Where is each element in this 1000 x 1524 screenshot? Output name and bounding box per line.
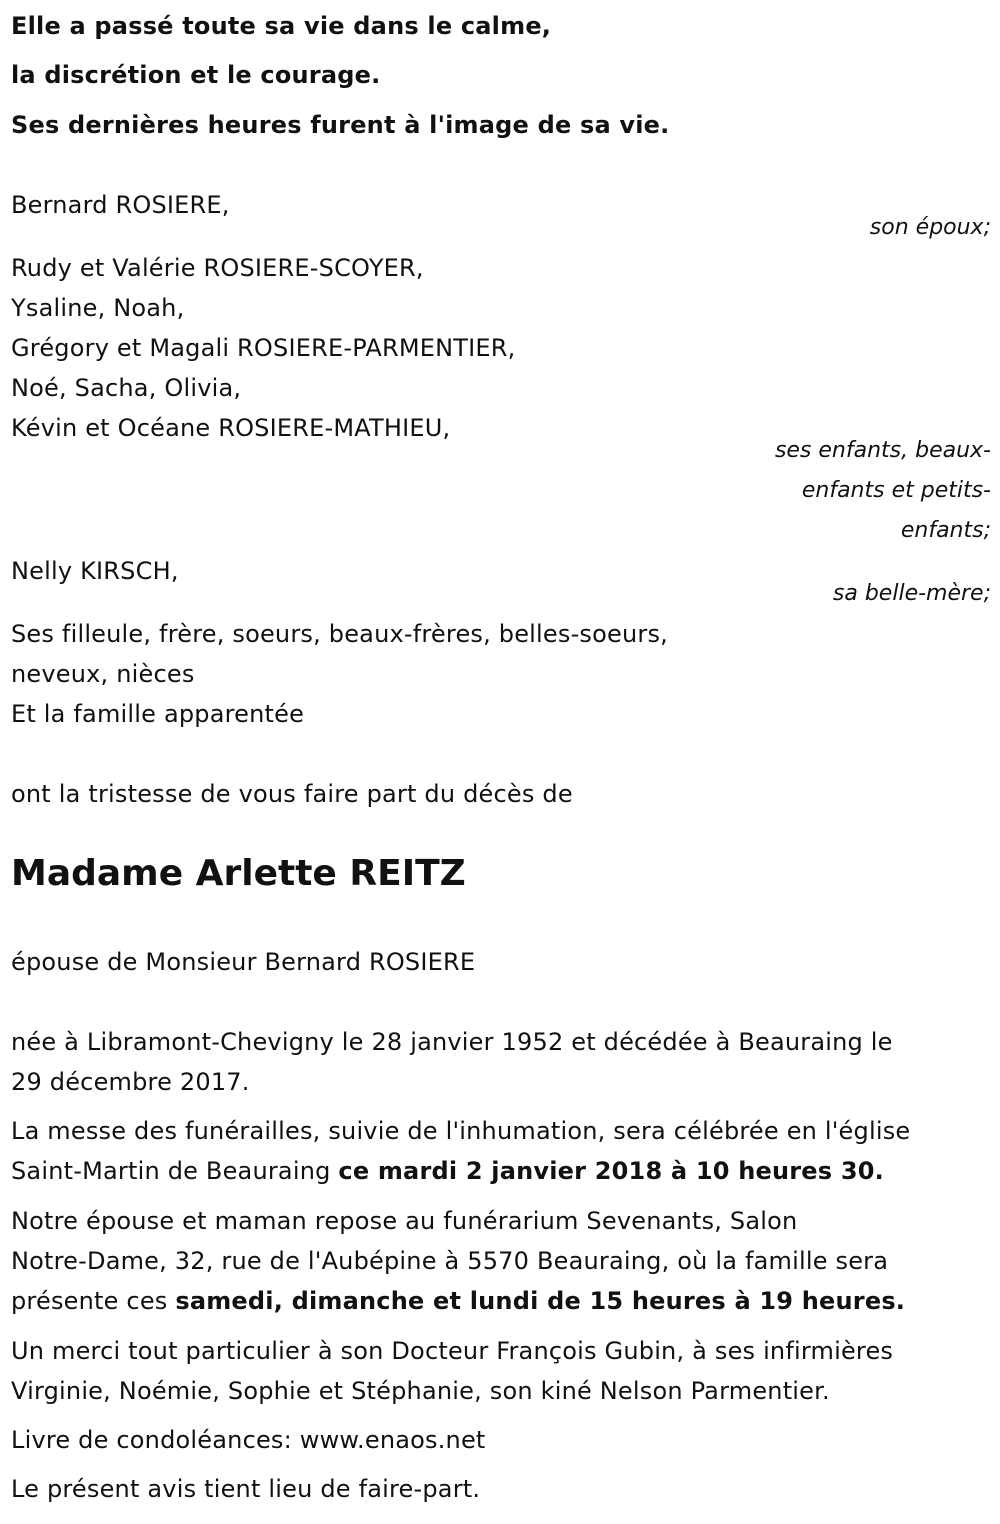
mother-in-law-role: sa belle-mère; <box>832 581 991 606</box>
spouse-of: épouse de Monsieur Bernard ROSIERE <box>11 948 476 976</box>
extended-family-line-3: Et la famille apparentée <box>11 700 305 728</box>
children-line-4: Noé, Sacha, Olivia, <box>11 374 242 402</box>
birth-death-line-2: 29 décembre 2017. <box>11 1068 250 1096</box>
announcement: ont la tristesse de vous faire part du décès de <box>11 780 573 808</box>
rest-prefix: présente ces <box>11 1287 176 1315</box>
funeral-datetime: ce mardi 2 janvier 2018 à 10 heures 30. <box>338 1157 884 1185</box>
rest-line-2: Notre-Dame, 32, rue de l'Aubépine à 5570 Beauraing, où la famille sera <box>11 1247 889 1275</box>
children-line-1: Rudy et Valérie ROSIERE-SCOYER, <box>11 254 424 282</box>
rest-line-1: Notre épouse et maman repose au funérarium Sevenants, Salon <box>11 1207 798 1235</box>
funeral-line-1: La messe des funérailles, suivie de l'inhumation, sera célébrée en l'église <box>11 1117 911 1145</box>
extended-family-line-1: Ses filleule, frère, soeurs, beaux-frères, belles-soeurs, <box>11 620 668 648</box>
visiting-hours: samedi, dimanche et lundi de 15 heures à 19 heures. <box>175 1287 906 1315</box>
children-role-line-2: enfants et petits- <box>801 478 991 503</box>
children-role-line-1: ses enfants, beaux- <box>774 438 991 463</box>
closing: Le présent avis tient lieu de faire-part. <box>11 1475 481 1503</box>
deceased-name: Madame Arlette REITZ <box>11 853 466 894</box>
epigraph-line-2: la discrétion et le courage. <box>11 61 381 89</box>
thanks-line-2: Virginie, Noémie, Sophie et Stéphanie, son kiné Nelson Parmentier. <box>11 1377 830 1405</box>
epigraph-line-1: Elle a passé toute sa vie dans le calme, <box>11 12 552 40</box>
children-line-3: Grégory et Magali ROSIERE-PARMENTIER, <box>11 334 516 362</box>
children-line-5: Kévin et Océane ROSIERE-MATHIEU, <box>11 414 451 442</box>
rest-line-3 <box>11 1281 905 1321</box>
thanks-line-1: Un merci tout particulier à son Docteur François Gubin, à ses infirmières <box>11 1337 894 1365</box>
children-role-line-3: enfants; <box>900 518 991 543</box>
epigraph-line-3: Ses dernières heures furent à l'image de sa vie. <box>11 111 670 139</box>
condolences: Livre de condoléances: www.enaos.net <box>11 1426 486 1454</box>
birth-death-line-1: née à Libramont-Chevigny le 28 janvier 1952 et décédée à Beauraing le <box>11 1028 893 1056</box>
funeral-place: Saint-Martin de Beauraing <box>11 1157 339 1185</box>
mother-in-law-name: Nelly KIRSCH, <box>11 557 179 585</box>
extended-family-line-2: neveux, nièces <box>11 660 195 688</box>
spouse-name: Bernard ROSIERE, <box>11 191 230 219</box>
children-line-2: Ysaline, Noah, <box>11 294 185 322</box>
funeral-line-2 <box>11 1151 884 1191</box>
spouse-role: son époux; <box>869 215 991 240</box>
